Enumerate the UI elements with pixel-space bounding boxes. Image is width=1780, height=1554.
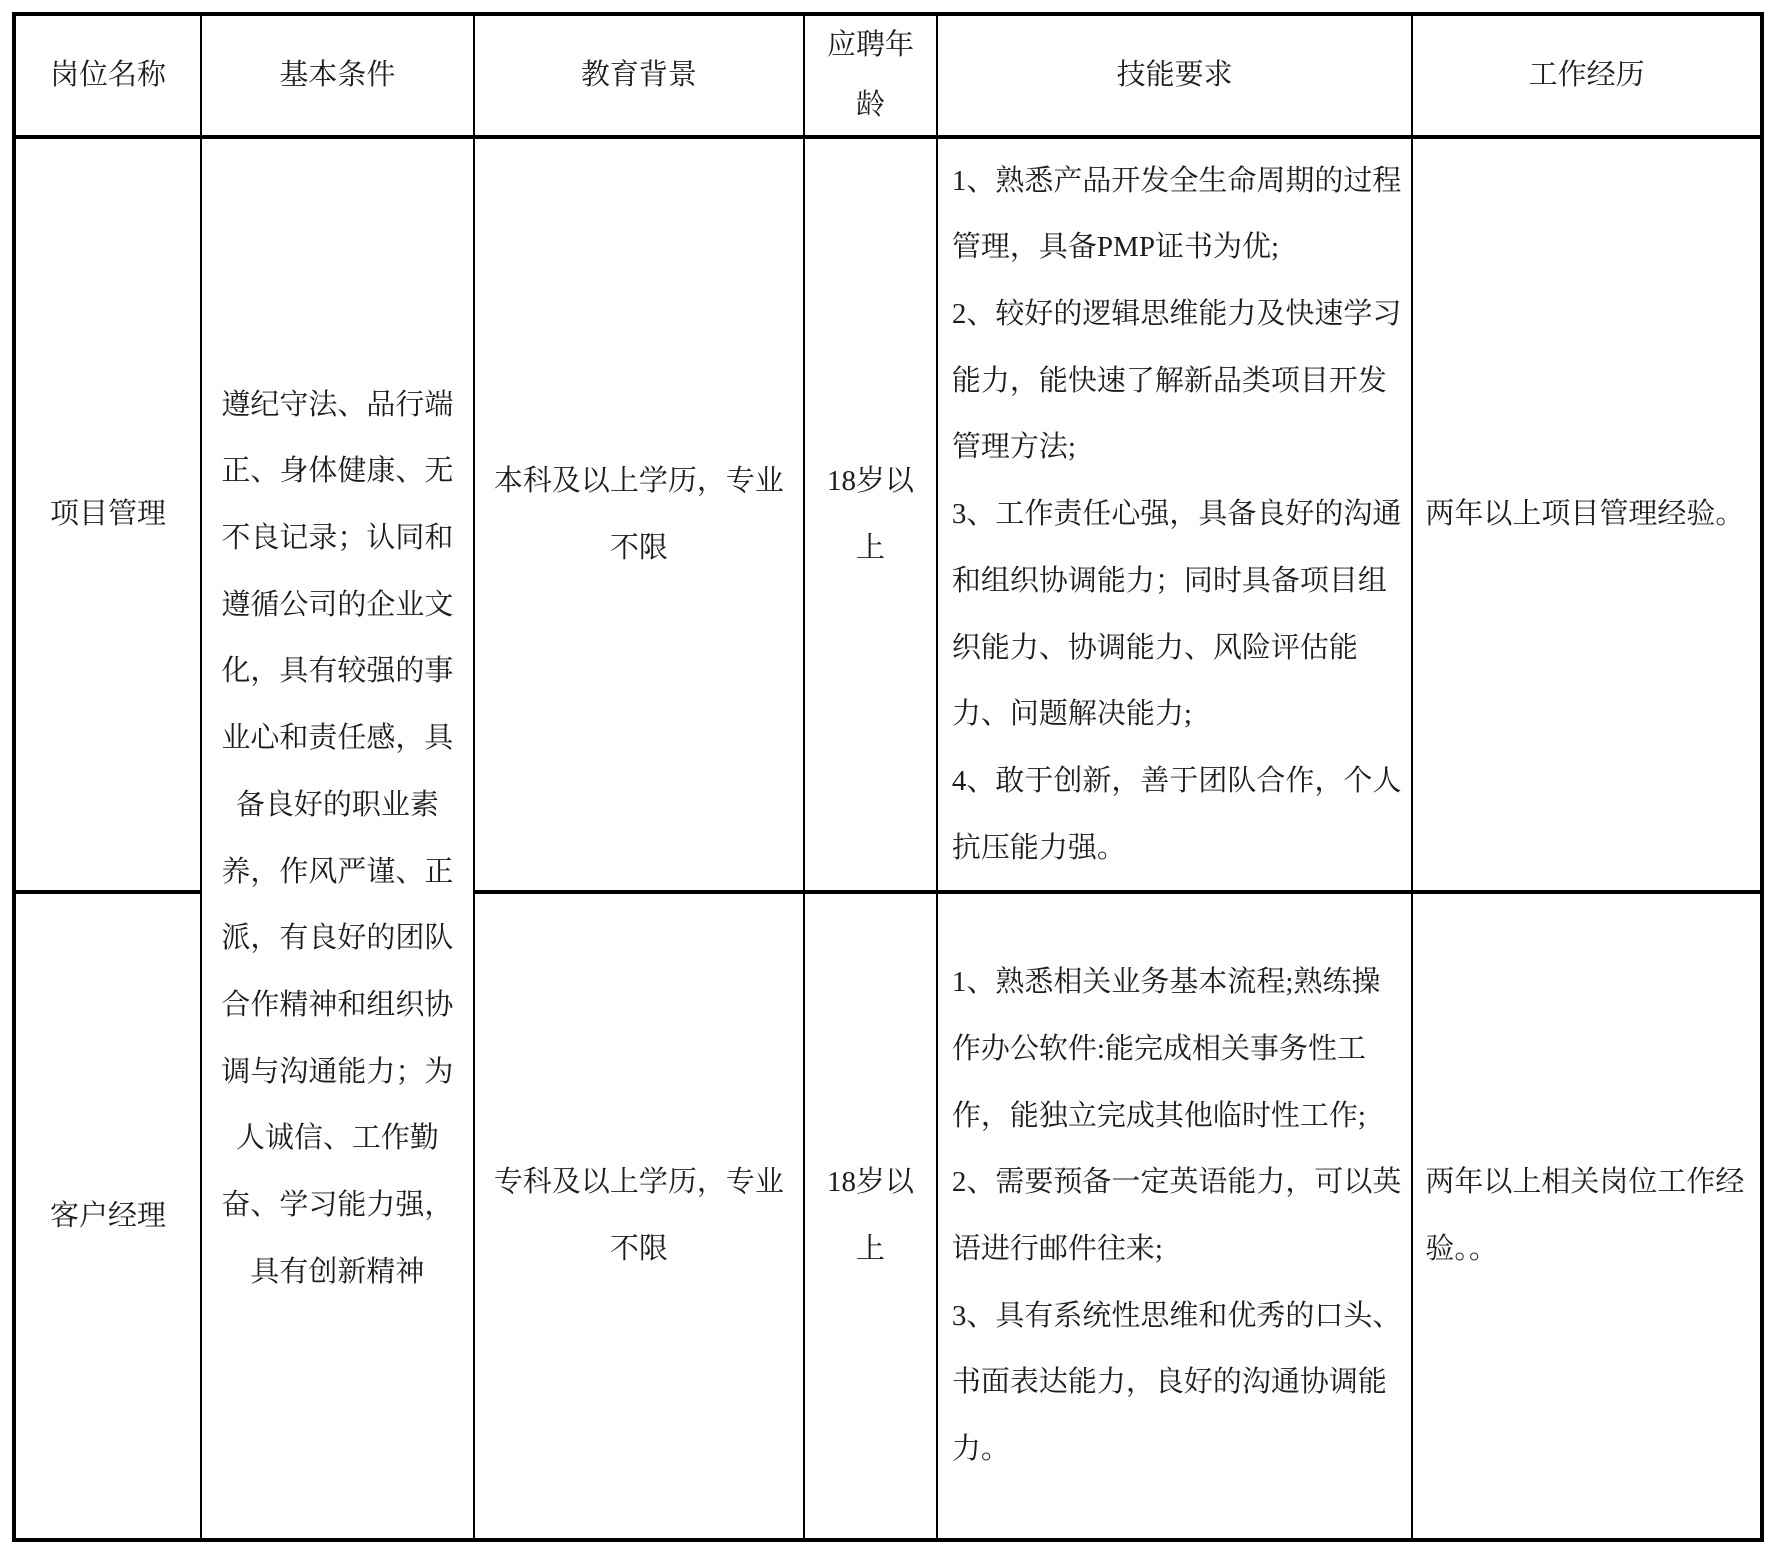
skills-cell [937,137,1412,892]
skills-cell [937,892,1412,1540]
skill-item: 2、较好的逻辑思维能力及快速学习能力，能快速了解新品类项目开发管理方法; [951,298,1402,464]
header-experience: 工作经历 [1412,14,1762,137]
education-cell: 专科及以上学历，专业不限 [474,892,804,1540]
header-position: 岗位名称 [14,14,201,137]
skill-item: 1、熟悉产品开发全生命周期的过程管理，具备PMP证书为优; [951,164,1402,264]
header-basic-conditions: 基本条件 [201,14,474,137]
basic-conditions-cell: 遵纪守法、品行端正、身体健康、无不良记录；认同和遵循公司的企业文化，具有较强的事业心和责任感，具备良好的职业素养，作风严谨、正派，有良好的团队合作精神和组织协调与沟通能力；为人诚信、工作勤奋、学习能力强，具有创新精神 [201,137,474,1540]
skill-item: 4、敢于创新，善于团队合作，个人抗压能力强。 [951,764,1402,864]
table-row-project-management [14,137,1762,892]
age-cell: 18岁以上 [804,137,937,892]
experience-cell: 两年以上相关岗位工作经验。。 [1412,892,1762,1540]
job-requirements-table [12,12,1764,1542]
age-cell: 18岁以上 [804,892,937,1540]
skill-item: 1、熟悉相关业务基本流程;熟练操作办公软件:能完成相关事务性工作，能独立完成其他临时性工作; [951,966,1381,1132]
header-education: 教育背景 [474,14,804,137]
header-row [14,14,1762,137]
position-cell: 客户经理 [14,892,201,1540]
header-skills: 技能要求 [937,14,1412,137]
education-cell: 本科及以上学历，专业不限 [474,137,804,892]
skill-item: 3、工作责任心强，具备良好的沟通和组织协调能力；同时具备项目组织能力、协调能力、风险评估能力、问题解决能力; [951,498,1402,731]
header-age: 应聘年龄 [804,14,937,137]
experience-cell: 两年以上项目管理经验。 [1412,137,1762,892]
position-cell: 项目管理 [14,137,201,892]
skill-item: 3、具有系统性思维和优秀的口头、书面表达能力，良好的沟通协调能力。 [951,1299,1402,1466]
skill-item: 2、需要预备一定英语能力，可以英语进行邮件往来; [951,1166,1402,1265]
